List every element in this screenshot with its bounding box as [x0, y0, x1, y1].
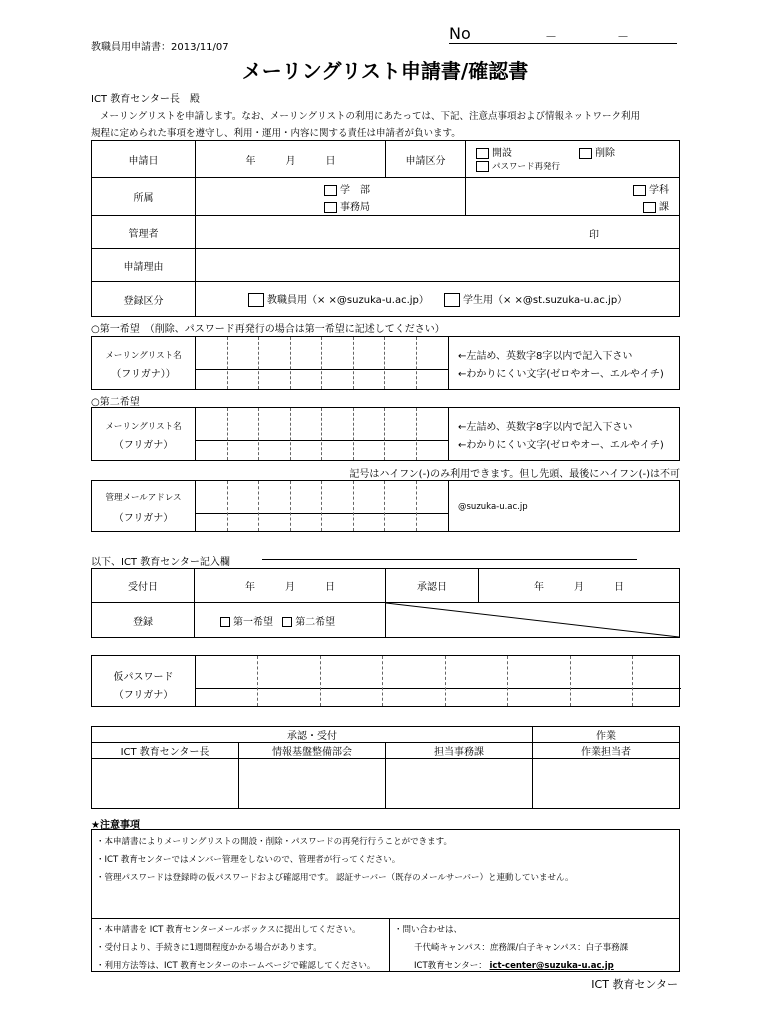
reason-field[interactable] — [196, 249, 680, 282]
first-choice-name-input[interactable] — [196, 338, 448, 368]
second-choice-kana-input[interactable] — [196, 441, 448, 461]
symbol-note: 記号はハイフン(-)のみ利用できます。但し先頭、最後にハイフン(-)は不可 — [349, 469, 680, 480]
office-reg-options — [195, 603, 386, 638]
contact-email-link[interactable]: ict-center@suzuka-u.ac.jp — [489, 961, 614, 971]
footer-org: ICT 教育センター — [591, 978, 678, 991]
temp-password-input[interactable] — [196, 657, 680, 687]
office-option[interactable]: 事務局 — [324, 198, 370, 213]
second-choice-name-label: メーリングリスト名 — [105, 422, 182, 432]
intro-line-2: 規程に定められた事項を遵守し、利用・運用・内容に関する責任は申請者が負います。 — [91, 128, 461, 139]
registration-label: 登録区分 — [92, 282, 196, 317]
type-delete-option[interactable]: 削除 — [579, 144, 615, 159]
contact-center-label: ICT教育センター： — [414, 961, 487, 971]
note-3: ・管理パスワードは登録時の仮パスワードおよび確認用です。 認証サーバー（既存のメールサーバー）と連動していません。 — [96, 873, 574, 883]
reason-label: 申請理由 — [92, 249, 196, 282]
admin-mail-domain: @suzuka-u.ac.jp — [458, 502, 528, 512]
stamp-office-section[interactable] — [386, 759, 533, 809]
note-2: ・ICT 教育センターではメンバー管理をしないので、管理者が行ってください。 — [96, 855, 401, 865]
application-table — [91, 140, 680, 317]
seal-mark: 印 — [589, 230, 599, 241]
dept-option[interactable]: 学科 — [633, 181, 669, 196]
section-option[interactable]: 課 — [643, 198, 669, 213]
admin-mail-label: 管理メールアドレス — [105, 493, 182, 503]
admin-mail-kana-input[interactable] — [196, 514, 448, 532]
note-usage: ・利用方法等は、ICT 教育センターのホームページで確認してください。 — [96, 961, 376, 971]
col-office-section: 担当事務課 — [386, 743, 533, 759]
temp-password-kana-label: （フリガナ） — [113, 690, 174, 701]
col-infra-committee: 情報基盤整備部会 — [239, 743, 386, 759]
reg-staff-option[interactable]: 教職員用（× ×@suzuka-u.ac.jp） — [248, 291, 429, 307]
first-choice-kana-label: （フリガナ）） — [111, 369, 176, 380]
note-duration: ・受付日より、手続きに1週間程度かかる場合があります。 — [96, 943, 322, 953]
no-label: No — [449, 24, 471, 43]
approve-date-label: 承認日 — [386, 569, 479, 603]
approve-date-field[interactable]: 年 月 日 — [479, 569, 680, 603]
first-choice-name-label: メーリングリスト名 — [105, 351, 182, 361]
admin-mail-grid — [91, 480, 680, 532]
type-options — [466, 141, 680, 178]
contact-center — [414, 959, 614, 971]
office-reg-crossed — [386, 603, 680, 638]
affiliation-label: 所属 — [92, 178, 196, 216]
office-use-table — [91, 568, 680, 638]
col-worker: 作業担当者 — [533, 743, 680, 759]
reg-student-option[interactable]: 学生用（× ×@st.suzuka-u.ac.jp） — [444, 291, 627, 307]
admin-mail-kana-label: （フリガナ） — [113, 513, 174, 524]
receive-date-label: 受付日 — [92, 569, 195, 603]
stamp-infra-committee[interactable] — [239, 759, 386, 809]
stamp-worker[interactable] — [533, 759, 680, 809]
date-fields[interactable]: 年 月 日 — [196, 141, 386, 178]
work-group-label: 作業 — [533, 727, 680, 743]
affiliation-right — [466, 178, 680, 216]
office-use-heading: 以下、ICT 教育センター記入欄 — [91, 557, 230, 568]
office-reg-first[interactable]: 第一希望 — [220, 617, 273, 628]
second-choice-heading: ○第二希望 — [91, 397, 140, 408]
approval-table — [91, 726, 680, 809]
first-choice-heading: ○第一希望 （削除、パスワード再発行の場合は第一希望に記述してください） — [91, 324, 445, 335]
notes-box — [91, 829, 680, 972]
note-1: ・本申請書によりメーリングリストの開設・削除・パスワードの再発行行うことができます。 — [96, 837, 452, 847]
office-reg-second[interactable]: 第二希望 — [282, 617, 335, 628]
form-code: 教職員用申請書：2013/11/07 — [91, 42, 229, 53]
temp-password-grid — [91, 655, 680, 707]
notes-heading: ★注意事項 — [91, 820, 140, 831]
number-field[interactable] — [449, 24, 677, 44]
admin-mail-input[interactable] — [196, 482, 448, 512]
manager-field[interactable] — [196, 216, 680, 249]
office-reg-label: 登録 — [92, 603, 195, 638]
type-reissue-option[interactable]: パスワード再発行 — [476, 160, 560, 172]
affiliation-left — [196, 178, 466, 216]
second-choice-name-input[interactable] — [196, 409, 448, 439]
first-choice-note-2: ←わかりにくい文字(ゼロやオー、エルやイチ) — [458, 369, 664, 380]
addressee: ICT 教育センター長 殿 — [91, 94, 200, 105]
no-dashes: － － — [545, 30, 642, 44]
manager-label: 管理者 — [92, 216, 196, 249]
temp-password-kana-input[interactable] — [196, 689, 680, 707]
type-open-option[interactable]: 開設 — [476, 144, 512, 159]
contact-heading: ・問い合わせは、 — [394, 925, 463, 935]
registration-options — [196, 282, 680, 317]
stamp-center-head[interactable] — [92, 759, 239, 809]
receive-date-field[interactable]: 年 月 日 — [195, 569, 386, 603]
diagonal-line — [386, 603, 679, 637]
contact-campus: 千代崎キャンパス：庶務課/白子キャンパス：白子事務課 — [414, 943, 629, 953]
page-title: メーリングリスト申請書/確認書 — [241, 59, 529, 83]
second-choice-note-1: ←左詰め、英数字8字以内で記入下さい — [458, 422, 633, 433]
second-choice-note-2: ←わかりにくい文字(ゼロやオー、エルやイチ) — [458, 440, 664, 451]
temp-password-label: 仮パスワード — [113, 672, 174, 683]
type-label: 申請区分 — [386, 141, 466, 178]
first-choice-kana-input[interactable] — [196, 370, 448, 390]
second-choice-grid — [91, 407, 680, 461]
note-submit: ・本申請書を ICT 教育センターメールボックスに提出してください。 — [96, 925, 361, 935]
first-choice-note-1: ←左詰め、英数字8字以内で記入下さい — [458, 351, 633, 362]
first-choice-grid — [91, 336, 680, 390]
intro-line-1: メーリングリストを申請します。なお、メーリングリストの利用にあたっては、下記、注意点事項および情報ネットワーク利用 — [100, 111, 640, 122]
faculty-option[interactable]: 学 部 — [324, 181, 370, 196]
date-label: 申請日 — [92, 141, 196, 178]
office-use-line — [262, 559, 637, 560]
col-center-head: ICT 教育センター長 — [92, 743, 239, 759]
second-choice-kana-label: （フリガナ） — [113, 440, 174, 451]
approval-group-label: 承認・受付 — [92, 727, 533, 743]
